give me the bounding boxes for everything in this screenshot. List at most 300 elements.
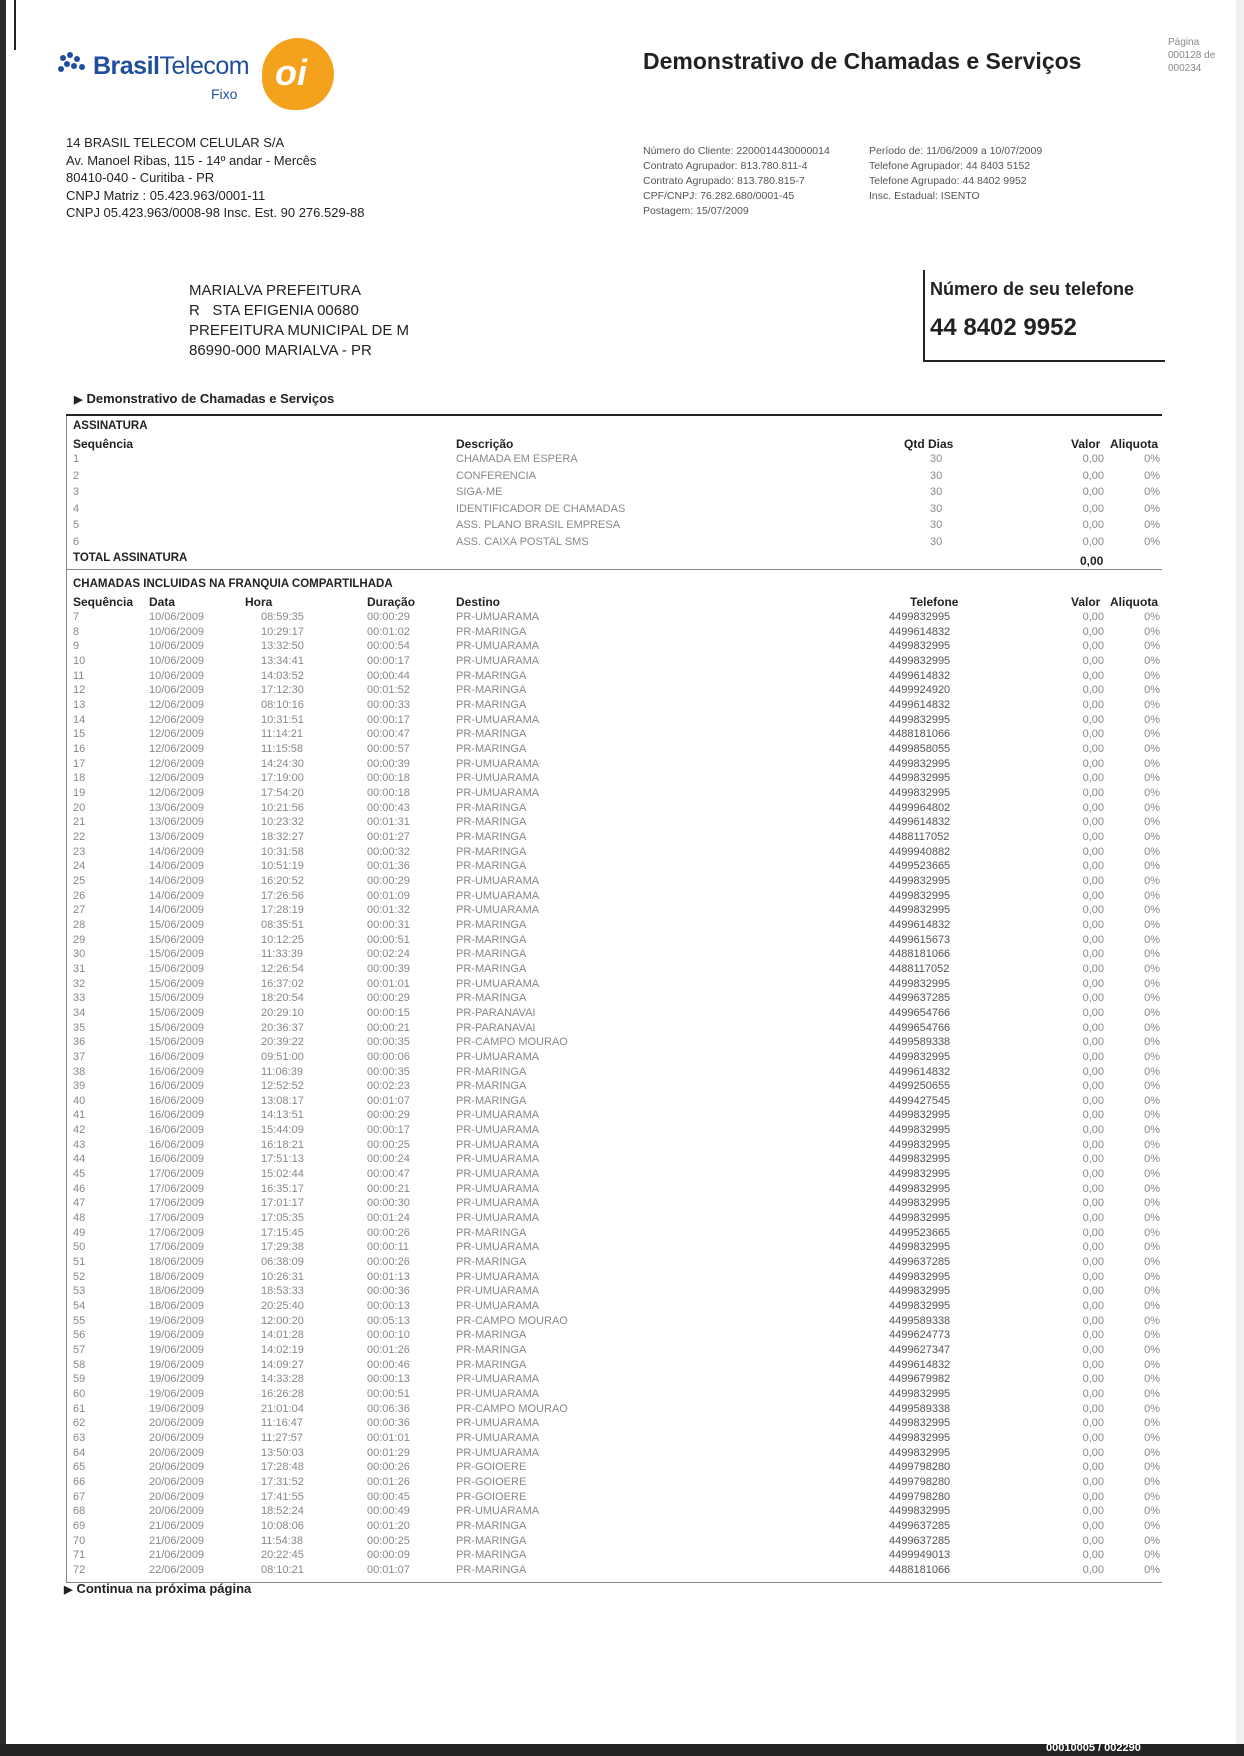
- row-duracao: 00:00:36: [367, 1417, 410, 1430]
- row-valor: 0,00: [1082, 816, 1104, 829]
- row-hora: 20:36:37: [261, 1021, 304, 1034]
- row-telefone: 4499832995: [889, 640, 951, 653]
- row-aliquota: 0%: [1144, 933, 1160, 946]
- row-seq: 68: [73, 1505, 86, 1518]
- row-valor: 0,00: [1082, 1490, 1104, 1503]
- row-valor: 0,00: [1082, 786, 1104, 799]
- row-duracao: 00:01:27: [367, 830, 410, 843]
- row-destino: PR-MARINGA: [456, 1094, 527, 1107]
- row-data: 10/06/2009: [149, 625, 205, 638]
- row-data: 16/06/2009: [149, 1124, 205, 1137]
- row-seq: 10: [73, 654, 86, 667]
- row-data: 13/06/2009: [149, 830, 205, 843]
- assinatura-header-seq: Sequência: [73, 437, 134, 451]
- row-duracao: 00:00:47: [367, 1168, 410, 1181]
- row-telefone: 4499832995: [889, 889, 951, 902]
- row-telefone: 4499832995: [889, 757, 951, 770]
- row-destino: PR-UMUARAMA: [456, 1182, 540, 1195]
- row-aliquota: 0%: [1144, 918, 1160, 931]
- row-data: 10/06/2009: [149, 640, 205, 653]
- row-telefone: 4499832995: [889, 1417, 951, 1430]
- row-valor: 0,00: [1082, 1344, 1104, 1357]
- row-telefone: 4488181066: [889, 728, 951, 741]
- row-aliquota: 0%: [1144, 535, 1160, 548]
- row-telefone: 4499615673: [889, 933, 951, 946]
- row-data: 12/06/2009: [149, 786, 205, 799]
- row-data: 15/06/2009: [149, 992, 205, 1005]
- row-aliquota: 0%: [1144, 1065, 1160, 1078]
- row-duracao: 00:01:13: [367, 1270, 410, 1283]
- row-destino: PR-UMUARAMA: [456, 786, 540, 799]
- assinatura-header-valor: Valor: [1071, 437, 1101, 451]
- row-valor: 0,00: [1082, 1285, 1104, 1298]
- row-seq: 16: [73, 742, 86, 755]
- row-telefone: 4499637285: [889, 1520, 951, 1532]
- row-seq: 7: [73, 611, 80, 623]
- row-valor: 0,00: [1082, 1549, 1104, 1562]
- chamadas-header-aliquota: Aliquota: [1110, 595, 1158, 609]
- row-duracao: 00:00:17: [367, 713, 410, 726]
- row-hora: 14:13:51: [261, 1109, 304, 1122]
- row-duracao: 00:00:21: [367, 1021, 410, 1034]
- row-destino: PR-PARANAVAI: [456, 1006, 536, 1019]
- row-hora: 16:37:02: [261, 977, 304, 990]
- row-data: 16/06/2009: [149, 1153, 205, 1166]
- row-telefone: 4499832995: [889, 874, 951, 887]
- row-hora: 20:39:22: [261, 1036, 304, 1049]
- row-telefone: 4499614832: [889, 625, 951, 638]
- row-seq: 13: [73, 698, 86, 711]
- row-aliquota: 0%: [1144, 1153, 1160, 1166]
- chamadas-header-duracao: Duração: [367, 595, 416, 609]
- row-hora: 14:09:27: [261, 1358, 304, 1371]
- row-duracao: 00:00:47: [367, 728, 410, 741]
- row-hora: 18:53:33: [261, 1285, 304, 1298]
- row-telefone: 4499798280: [889, 1490, 951, 1503]
- row-telefone: 4499654766: [889, 1021, 951, 1034]
- total-assinatura-value: 0,00: [1080, 554, 1104, 568]
- row-duracao: 00:00:24: [367, 1153, 410, 1166]
- row-seq: 71: [73, 1549, 86, 1562]
- row-aliquota: 0%: [1144, 1564, 1160, 1576]
- row-seq: 65: [73, 1461, 86, 1474]
- row-aliquota: 0%: [1144, 1476, 1160, 1489]
- row-hora: 08:59:35: [261, 611, 304, 623]
- row-data: 16/06/2009: [149, 1080, 205, 1093]
- row-telefone: 4499589338: [889, 1036, 951, 1049]
- row-valor: 0,00: [1082, 654, 1104, 667]
- row-seq: 14: [73, 713, 86, 726]
- row-telefone: 4499949013: [889, 1549, 951, 1562]
- section-rule: [66, 414, 1162, 416]
- row-valor: 0,00: [1082, 889, 1104, 902]
- row-seq: 53: [73, 1285, 86, 1298]
- row-duracao: 00:00:46: [367, 1358, 410, 1371]
- row-valor: 0,00: [1082, 611, 1104, 623]
- row-valor: 0,00: [1082, 486, 1104, 498]
- row-seq: 48: [73, 1212, 86, 1225]
- row-duracao: 00:00:26: [367, 1256, 410, 1269]
- row-destino: PR-MARINGA: [456, 742, 527, 755]
- row-aliquota: 0%: [1144, 453, 1160, 465]
- row-data: 12/06/2009: [149, 772, 205, 785]
- row-data: 14/06/2009: [149, 860, 205, 873]
- chamadas-header-valor: Valor: [1071, 595, 1101, 609]
- row-hora: 09:51:00: [261, 1050, 304, 1063]
- chamadas-header-destino: Destino: [456, 595, 501, 609]
- row-valor: 0,00: [1082, 801, 1104, 814]
- row-destino: PR-MARINGA: [456, 728, 527, 741]
- row-duracao: 00:01:02: [367, 625, 410, 638]
- row-aliquota: 0%: [1144, 1314, 1160, 1327]
- row-aliquota: 0%: [1144, 519, 1160, 531]
- row-aliquota: 0%: [1144, 1094, 1160, 1107]
- row-seq: 38: [73, 1065, 86, 1078]
- row-seq: 67: [73, 1490, 86, 1503]
- section-divider: [66, 569, 1162, 570]
- row-destino: PR-MARINGA: [456, 948, 527, 961]
- row-destino: PR-UMUARAMA: [456, 1212, 540, 1225]
- row-valor: 0,00: [1082, 904, 1104, 917]
- row-valor: 0,00: [1082, 1432, 1104, 1445]
- row-qtd: 30: [930, 519, 943, 531]
- row-seq: 58: [73, 1358, 86, 1371]
- row-duracao: 00:00:15: [367, 1006, 410, 1019]
- row-aliquota: 0%: [1144, 757, 1160, 770]
- row-duracao: 00:00:10: [367, 1329, 410, 1342]
- row-hora: 11:27:57: [261, 1432, 304, 1445]
- row-telefone: 4499832995: [889, 904, 951, 917]
- row-data: 14/06/2009: [149, 904, 205, 917]
- row-duracao: 00:01:26: [367, 1344, 410, 1357]
- row-hora: 17:28:19: [261, 904, 304, 917]
- row-desc: ASS. CAIXA POSTAL SMS: [456, 535, 589, 548]
- triangle-right-icon: ▶: [74, 394, 83, 406]
- row-seq: 43: [73, 1138, 86, 1151]
- row-hora: 18:20:54: [261, 992, 304, 1005]
- row-hora: 17:54:20: [261, 786, 304, 799]
- row-telefone: 4488117052: [889, 962, 950, 975]
- row-aliquota: 0%: [1144, 698, 1160, 711]
- row-data: 17/06/2009: [149, 1168, 205, 1181]
- row-hora: 20:25:40: [261, 1300, 304, 1313]
- row-valor: 0,00: [1082, 742, 1104, 755]
- row-hora: 16:35:17: [261, 1182, 304, 1195]
- row-duracao: 00:01:20: [367, 1520, 410, 1532]
- chamadas-header-hora: Hora: [245, 595, 273, 609]
- row-aliquota: 0%: [1144, 1226, 1160, 1239]
- row-duracao: 00:00:09: [367, 1549, 410, 1562]
- row-telefone: 4499964802: [889, 801, 951, 814]
- row-telefone: 4499832995: [889, 1388, 951, 1401]
- row-hora: 13:32:50: [261, 640, 304, 653]
- row-seq: 46: [73, 1182, 86, 1195]
- row-telefone: 4499654766: [889, 1006, 951, 1019]
- row-data: 12/06/2009: [149, 698, 205, 711]
- row-data: 15/06/2009: [149, 1006, 205, 1019]
- row-telefone: 4499832995: [889, 1212, 951, 1225]
- row-seq: 51: [73, 1256, 86, 1269]
- row-data: 13/06/2009: [149, 801, 205, 814]
- page-number: Página 000128 de 000234: [1168, 37, 1216, 74]
- row-destino: PR-UMUARAMA: [456, 713, 540, 726]
- row-valor: 0,00: [1082, 874, 1104, 887]
- row-duracao: 00:00:17: [367, 1124, 410, 1137]
- row-destino: PR-MARINGA: [456, 1344, 527, 1357]
- row-aliquota: 0%: [1144, 728, 1160, 741]
- row-aliquota: 0%: [1144, 640, 1160, 653]
- row-duracao: 00:00:49: [367, 1505, 410, 1518]
- row-seq: 59: [73, 1373, 86, 1386]
- row-qtd: 30: [930, 502, 943, 515]
- row-valor: 0,00: [1082, 1300, 1104, 1313]
- row-valor: 0,00: [1082, 1124, 1104, 1137]
- row-hora: 17:31:52: [261, 1476, 304, 1489]
- row-valor: 0,00: [1082, 948, 1104, 961]
- row-telefone: 4499523665: [889, 1226, 951, 1239]
- row-valor: 0,00: [1082, 1417, 1104, 1430]
- row-hora: 10:08:06: [261, 1520, 304, 1532]
- assinatura-header-qtd: Qtd Dias: [904, 437, 954, 451]
- row-seq: 20: [73, 801, 86, 814]
- row-data: 16/06/2009: [149, 1065, 205, 1078]
- row-seq: 22: [73, 830, 86, 843]
- row-aliquota: 0%: [1144, 1080, 1160, 1093]
- row-valor: 0,00: [1082, 519, 1104, 531]
- row-destino: PR-UMUARAMA: [456, 1300, 540, 1313]
- row-aliquota: 0%: [1144, 1520, 1160, 1532]
- row-seq: 29: [73, 933, 86, 946]
- row-hora: 15:02:44: [261, 1168, 304, 1181]
- row-duracao: 00:01:24: [367, 1212, 410, 1225]
- row-hora: 17:26:56: [261, 889, 304, 902]
- row-telefone: 4499832995: [889, 1432, 951, 1445]
- company-info: 14 BRASIL TELECOM CELULAR S/A Av. Manoel Ribas, 115 - 14º andar - Mercês 80410-040 - Curitiba - PR CNPJ Matriz : 05.423.963/0001-11 CNPJ 05.423.963/0008-98 Insc. Est. 90 276.529-88: [66, 135, 365, 220]
- row-duracao: 00:00:25: [367, 1138, 410, 1151]
- row-telefone: 4499832995: [889, 1138, 951, 1151]
- row-valor: 0,00: [1082, 684, 1104, 697]
- row-duracao: 00:00:39: [367, 962, 410, 975]
- row-aliquota: 0%: [1144, 1138, 1160, 1151]
- row-seq: 62: [73, 1417, 86, 1430]
- assinatura-title: ASSINATURA: [73, 420, 148, 432]
- row-hora: 11:06:39: [261, 1065, 304, 1078]
- row-qtd: 30: [930, 469, 943, 482]
- row-data: 19/06/2009: [149, 1373, 205, 1386]
- row-destino: PR-UMUARAMA: [456, 1109, 540, 1122]
- row-hora: 17:19:00: [261, 772, 304, 785]
- row-valor: 0,00: [1082, 1080, 1104, 1093]
- row-aliquota: 0%: [1144, 1036, 1160, 1049]
- row-seq: 66: [73, 1476, 86, 1489]
- row-aliquota: 0%: [1144, 1549, 1160, 1562]
- row-desc: CONFERENCIA: [456, 469, 537, 482]
- row-seq: 17: [73, 757, 86, 770]
- row-data: 19/06/2009: [149, 1314, 205, 1327]
- row-data: 17/06/2009: [149, 1212, 205, 1225]
- row-seq: 61: [73, 1402, 86, 1415]
- row-data: 20/06/2009: [149, 1476, 205, 1489]
- row-hora: 13:34:41: [261, 654, 304, 667]
- row-aliquota: 0%: [1144, 977, 1160, 990]
- row-destino: PR-UMUARAMA: [456, 1124, 540, 1137]
- row-duracao: 00:00:43: [367, 801, 410, 814]
- row-seq: 54: [73, 1300, 86, 1313]
- row-destino: PR-UMUARAMA: [456, 1197, 540, 1210]
- row-valor: 0,00: [1082, 1564, 1104, 1576]
- row-destino: PR-UMUARAMA: [456, 1050, 540, 1063]
- row-destino: PR-MARINGA: [456, 830, 527, 843]
- row-aliquota: 0%: [1144, 654, 1160, 667]
- row-valor: 0,00: [1082, 1388, 1104, 1401]
- row-duracao: 00:01:26: [367, 1476, 410, 1489]
- row-hora: 17:28:48: [261, 1461, 304, 1474]
- row-seq: 26: [73, 889, 86, 902]
- row-valor: 0,00: [1082, 1109, 1104, 1122]
- row-aliquota: 0%: [1144, 1006, 1160, 1019]
- row-telefone: 4499940882: [889, 845, 951, 858]
- row-duracao: 00:01:32: [367, 904, 410, 917]
- row-hora: 15:44:09: [261, 1124, 304, 1137]
- row-valor: 0,00: [1082, 1036, 1104, 1049]
- row-valor: 0,00: [1082, 1212, 1104, 1225]
- row-telefone: 4499832995: [889, 1182, 951, 1195]
- row-telefone: 4499832995: [889, 654, 951, 667]
- row-seq: 34: [73, 1006, 86, 1019]
- row-telefone: 4499924920: [889, 684, 951, 697]
- row-data: 20/06/2009: [149, 1461, 205, 1474]
- row-valor: 0,00: [1082, 845, 1104, 858]
- row-duracao: 00:00:39: [367, 757, 410, 770]
- row-aliquota: 0%: [1144, 830, 1160, 843]
- row-valor: 0,00: [1082, 757, 1104, 770]
- row-aliquota: 0%: [1144, 1446, 1160, 1459]
- row-valor: 0,00: [1082, 1461, 1104, 1474]
- row-telefone: 4499832995: [889, 1505, 951, 1518]
- row-valor: 0,00: [1082, 1065, 1104, 1078]
- row-destino: PR-UMUARAMA: [456, 1417, 540, 1430]
- row-seq: 2: [73, 469, 80, 482]
- row-destino: PR-MARINGA: [456, 918, 527, 931]
- row-desc: SIGA-ME: [456, 486, 503, 498]
- row-seq: 37: [73, 1050, 86, 1063]
- row-aliquota: 0%: [1144, 1358, 1160, 1371]
- row-telefone: 4499627347: [889, 1344, 951, 1357]
- phone-number: 44 8402 9952: [930, 314, 1077, 341]
- row-duracao: 00:01:09: [367, 889, 410, 902]
- row-data: 12/06/2009: [149, 728, 205, 741]
- row-duracao: 00:01:29: [367, 1446, 410, 1459]
- row-destino: PR-UMUARAMA: [456, 977, 540, 990]
- row-data: 17/06/2009: [149, 1182, 205, 1195]
- row-hora: 14:03:52: [261, 669, 304, 682]
- row-destino: PR-MARINGA: [456, 860, 527, 873]
- row-seq: 56: [73, 1329, 86, 1342]
- row-data: 15/06/2009: [149, 933, 205, 946]
- footer-code: 00010005 / 002290: [1046, 1742, 1141, 1754]
- row-hora: 10:29:17: [261, 625, 304, 638]
- row-duracao: 00:00:17: [367, 654, 410, 667]
- row-destino: PR-CAMPO MOURAO: [456, 1314, 568, 1327]
- row-hora: 16:20:52: [261, 874, 304, 887]
- row-destino: PR-UMUARAMA: [456, 1373, 540, 1386]
- row-duracao: 00:02:23: [367, 1080, 410, 1093]
- chamadas-header-seq: Sequência: [73, 595, 134, 609]
- row-seq: 6: [73, 535, 80, 548]
- row-hora: 10:31:58: [261, 845, 304, 858]
- row-valor: 0,00: [1082, 962, 1104, 975]
- chamadas-header-data: Data: [149, 595, 176, 609]
- row-hora: 10:12:25: [261, 933, 304, 946]
- row-data: 20/06/2009: [149, 1417, 205, 1430]
- row-aliquota: 0%: [1144, 1534, 1160, 1547]
- row-hora: 11:14:21: [261, 728, 304, 741]
- row-aliquota: 0%: [1144, 1490, 1160, 1503]
- row-seq: 30: [73, 948, 86, 961]
- row-seq: 18: [73, 772, 86, 785]
- row-valor: 0,00: [1082, 1138, 1104, 1151]
- client-info-right: Período de: 11/06/2009 a 10/07/2009 Telefone Agrupador: 44 8403 5152 Telefone Agrupado: 44 8402 9952 Insc. Estadual: ISENTO: [869, 145, 1043, 202]
- row-duracao: 00:01:07: [367, 1094, 410, 1107]
- row-destino: PR-MARINGA: [456, 1564, 527, 1576]
- row-seq: 15: [73, 728, 86, 741]
- row-telefone: 4499589338: [889, 1402, 951, 1415]
- row-seq: 64: [73, 1446, 86, 1459]
- row-data: 15/06/2009: [149, 948, 205, 961]
- row-data: 15/06/2009: [149, 918, 205, 931]
- row-hora: 08:10:16: [261, 698, 304, 711]
- row-data: 16/06/2009: [149, 1109, 205, 1122]
- total-assinatura-label: TOTAL ASSINATURA: [73, 552, 188, 564]
- row-valor: 0,00: [1082, 933, 1104, 946]
- row-valor: 0,00: [1082, 1256, 1104, 1269]
- row-duracao: 00:00:30: [367, 1197, 410, 1210]
- row-hora: 06:38:09: [261, 1256, 304, 1269]
- row-valor: 0,00: [1082, 1534, 1104, 1547]
- row-valor: 0,00: [1082, 1402, 1104, 1415]
- row-duracao: 00:00:25: [367, 1534, 410, 1547]
- row-telefone: 4499637285: [889, 1256, 951, 1269]
- brand-name: BrasilTelecom: [93, 52, 250, 80]
- row-hora: 17:29:38: [261, 1241, 304, 1254]
- row-valor: 0,00: [1082, 453, 1104, 465]
- row-telefone: 4499679982: [889, 1373, 951, 1386]
- chamadas-title: CHAMADAS INCLUIDAS NA FRANQUIA COMPARTILHADA: [73, 578, 393, 590]
- row-duracao: 00:00:29: [367, 992, 410, 1005]
- brasil-telecom-mark-icon: [55, 50, 91, 78]
- row-duracao: 00:00:29: [367, 611, 410, 623]
- row-duracao: 00:00:13: [367, 1373, 410, 1386]
- row-destino: PR-MARINGA: [456, 1549, 527, 1562]
- oi-logo-text: oi: [275, 52, 307, 93]
- row-duracao: 00:00:06: [367, 1050, 410, 1063]
- row-seq: 31: [73, 962, 86, 975]
- client-info-left: Número do Cliente: 2200014430000014 Contrato Agrupador: 813.780.811-4 Contrato Agrupado: 813.780.815-7 CPF/CNPJ: 76.282.680/0001-45 Postagem: 15/07/2009: [643, 145, 830, 217]
- row-valor: 0,00: [1082, 1153, 1104, 1166]
- row-destino: PR-MARINGA: [456, 625, 527, 638]
- row-duracao: 00:01:07: [367, 1564, 410, 1576]
- row-data: 20/06/2009: [149, 1490, 205, 1503]
- row-seq: 57: [73, 1344, 86, 1357]
- row-valor: 0,00: [1082, 1182, 1104, 1195]
- row-destino: PR-UMUARAMA: [456, 1168, 540, 1181]
- row-destino: PR-MARINGA: [456, 801, 527, 814]
- row-seq: 1: [73, 453, 80, 465]
- row-seq: 9: [73, 640, 80, 653]
- row-hora: 08:10:21: [261, 1564, 304, 1576]
- scan-mark: [14, 0, 16, 50]
- row-valor: 0,00: [1082, 1168, 1104, 1181]
